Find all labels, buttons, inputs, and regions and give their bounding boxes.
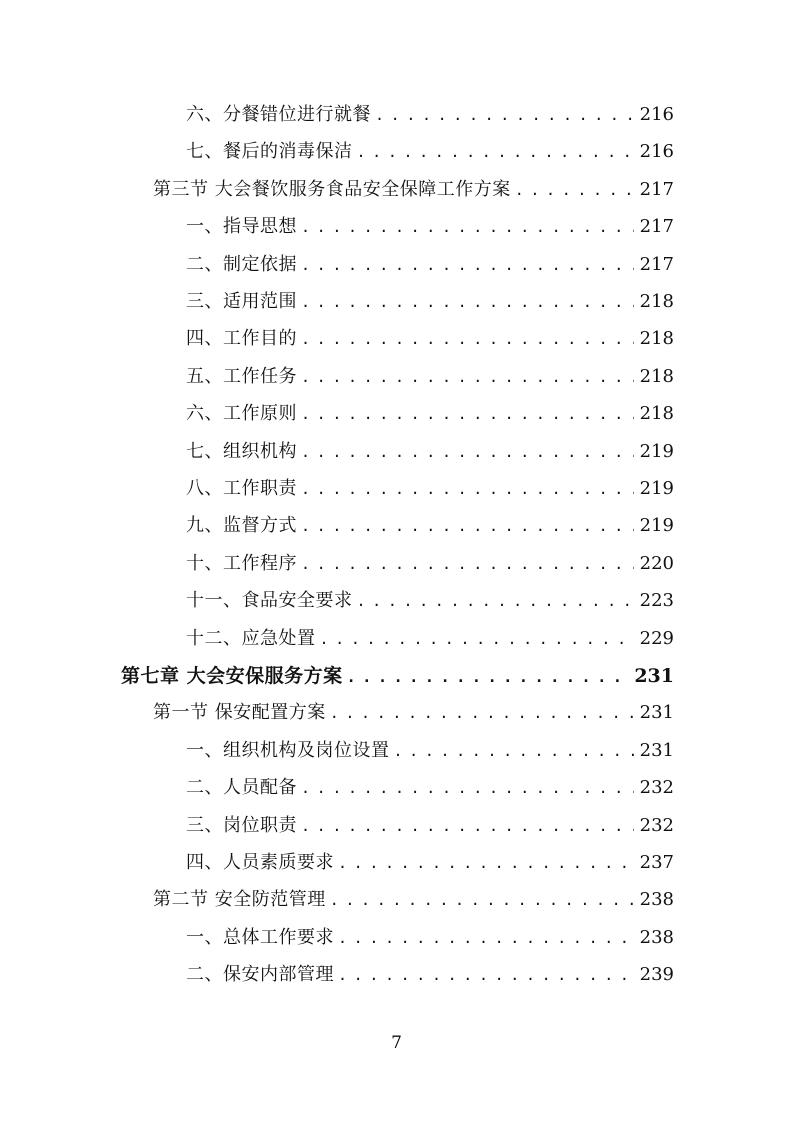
toc-entry-title: 一、总体工作要求 [186,926,334,948]
toc-entry-page: 219 [639,440,674,462]
toc-entry[interactable] [186,362,674,392]
toc-dot-leader [301,437,634,467]
toc-entry[interactable] [153,885,674,915]
toc-entry[interactable] [186,736,674,766]
toc-entry-page: 232 [639,814,674,836]
toc-entry-title: 一、指导思想 [186,216,297,238]
toc-entry-title: 第七章 大会安保服务方案 [121,665,343,687]
toc-entry-page: 229 [639,627,674,649]
toc-entry-page: 218 [639,328,674,350]
toc-entry-title: 四、工作目的 [186,328,297,350]
toc-dot-leader [301,287,634,317]
toc-entry-page: 231 [639,739,674,761]
toc-entry[interactable] [186,511,674,541]
toc-entry-title: 七、组织机构 [186,440,297,462]
toc-entry-page: 216 [639,104,674,125]
toc-entry-title: 六、分餐错位进行就餐 [186,104,371,125]
toc-entry-title: 五、工作任务 [186,365,297,387]
toc-dot-leader [338,848,634,878]
toc-dot-leader [338,960,634,990]
toc-entry-title: 第二节 安全防范管理 [153,889,326,911]
toc-entry-page: 217 [639,178,674,200]
toc-entry-title: 三、适用范围 [186,291,297,312]
toc-entry[interactable] [186,474,674,504]
toc-entry-page: 218 [639,291,674,312]
toc-dot-leader [338,923,634,953]
toc-entry-title: 二、人员配备 [186,777,297,799]
toc-dot-leader [301,212,634,242]
toc-entry-title: 四、人员素质要求 [186,852,334,873]
toc-entry[interactable] [186,399,674,429]
toc-entry-title: 十一、食品安全要求 [186,590,353,612]
toc-dot-leader [357,137,634,167]
toc-entry[interactable] [186,960,674,990]
toc-entry-title: 七、餐后的消毒保洁 [186,141,353,163]
toc-dot-leader [330,885,634,915]
toc-dot-leader [301,811,634,841]
toc-entry[interactable] [186,212,674,242]
toc-entry-page: 219 [639,515,674,537]
toc-entry[interactable] [186,811,674,841]
toc-entry-title: 二、制定依据 [186,253,297,275]
toc-dot-leader [357,586,634,616]
toc-dot-leader [301,324,634,354]
toc-entry[interactable] [186,773,674,803]
toc-entry-title: 十二、应急处置 [186,627,316,649]
toc-entry-page: 219 [639,478,674,499]
toc-entry[interactable] [186,100,674,130]
toc-entry-title: 三、岗位职责 [186,814,297,836]
toc-entry-title: 六、工作原则 [186,403,297,425]
toc-entry[interactable] [186,324,674,354]
toc-entry-page: 216 [639,141,674,163]
toc-entry-title: 第一节 保安配置方案 [153,702,326,724]
toc-entry-page: 237 [639,852,674,873]
toc-entry-page: 231 [634,665,674,687]
toc-entry-page: 218 [639,365,674,387]
toc-entry-page: 239 [639,964,674,986]
toc-dot-leader [394,736,634,766]
toc-entry[interactable] [186,137,674,167]
toc-entry[interactable] [186,624,674,654]
toc-entry[interactable] [153,175,674,205]
toc-entry-page: 238 [639,926,674,948]
toc-dot-leader [301,474,634,504]
toc-entry-page: 238 [639,889,674,911]
toc-dot-leader [515,175,634,205]
toc-entry[interactable] [186,287,674,317]
toc-entry[interactable] [186,549,674,579]
toc-entry-page: 218 [639,403,674,425]
toc-entry-title: 二、保安内部管理 [186,964,334,986]
toc-entry[interactable] [153,698,674,728]
toc-entry[interactable] [186,250,674,280]
toc-dot-leader [301,250,634,280]
toc-dot-leader [375,100,634,130]
page-number: 7 [391,1033,402,1053]
toc-dot-leader [301,773,634,803]
toc-dot-leader [301,399,634,429]
toc-entry-title: 八、工作职责 [186,478,297,499]
toc-dot-leader [330,698,634,728]
toc-entry-page: 231 [639,702,674,724]
toc-entry-title: 九、监督方式 [186,515,297,537]
toc-entry[interactable] [186,923,674,953]
toc-entry[interactable] [186,437,674,467]
toc-entry-title: 一、组织机构及岗位设置 [186,739,390,761]
toc-entry-title: 十、工作程序 [186,552,297,574]
toc-entry-page: 232 [639,777,674,799]
toc-entry[interactable] [186,586,674,616]
toc-entry-page: 217 [639,216,674,238]
toc-entry[interactable] [186,848,674,878]
toc-dot-leader [320,624,634,654]
toc-dot-leader [301,511,634,541]
toc-dot-leader [301,362,634,392]
toc-entry-title: 第三节 大会餐饮服务食品安全保障工作方案 [153,178,511,200]
toc-entry-page: 220 [639,552,674,574]
toc-dot-leader [347,662,629,691]
toc-entry-page: 223 [639,590,674,612]
toc-entry-page: 217 [639,253,674,275]
toc-entry[interactable] [121,661,674,691]
toc-dot-leader [301,549,634,579]
